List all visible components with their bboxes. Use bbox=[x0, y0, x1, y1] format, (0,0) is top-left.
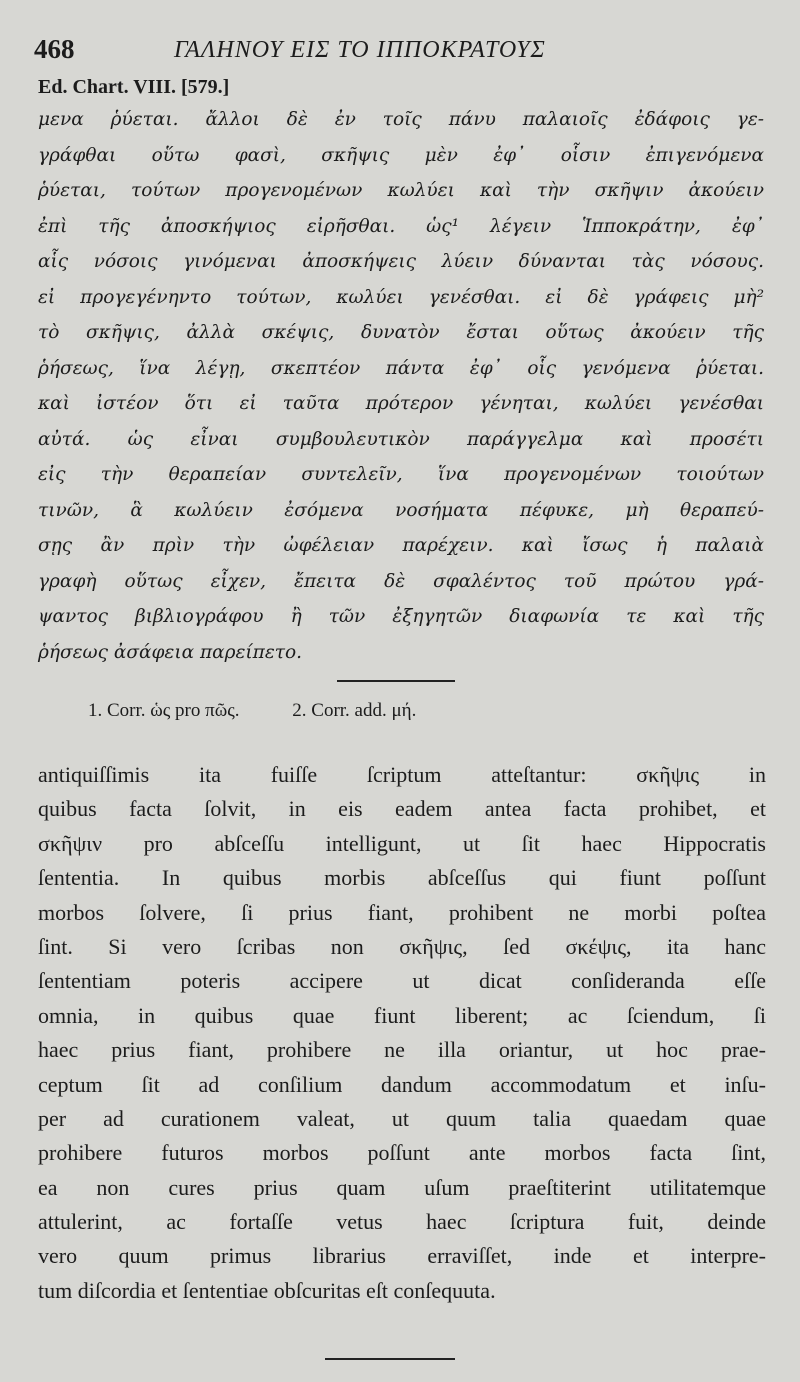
greek-line: τὸ σκῆψις, ἀλλὰ σκέψις, δυνατὸν ἔσται οὕτως ἀκούειν τῆς bbox=[38, 322, 764, 343]
greek-line: γράφθαι οὕτω φασὶ, σκῆψις μὲν ἐφ᾽ οἷσιν ἐπιγενόμενα bbox=[38, 144, 764, 166]
edition-reference: Ed. Chart. VIII. [579.] bbox=[38, 76, 230, 98]
footnotes bbox=[88, 700, 416, 722]
latin-line: σκῆψιν pro abſceſſu intelligunt, ut ſit haec Hippocratis bbox=[38, 830, 766, 856]
latin-line: antiquiſſimis ita fuiſſe ſcriptum atteſtantur: σκῆψις in bbox=[38, 762, 766, 787]
greek-line: ῥύεται, τούτων προγενομένων κωλύει καὶ τὴν σκῆψιν ἀκούειν bbox=[38, 180, 764, 201]
greek-line: σῃς ἂν πρὶν τὴν ὠφέλειαν παρέχειν. καὶ ἴσως ἡ παλαιὰ bbox=[38, 535, 764, 556]
latin-line: ſententiam poteris accipere ut dicat conſideranda eſſe bbox=[38, 968, 766, 994]
greek-line: εἰς τὴν θεραπείαν συντελεῖν, ἵνα προγενομένων τοιούτων bbox=[38, 464, 764, 485]
footnote-2: 2. Corr. add. μή. bbox=[292, 700, 417, 721]
greek-line: τινῶν, ἃ κωλύειν ἐσόμενα νοσήματα πέφυκε, μὴ θεραπεύ- bbox=[38, 499, 764, 521]
latin-line: ceptum ſit ad conſilium dandum accommodatum et inſu- bbox=[38, 1071, 766, 1097]
greek-line: ἐπὶ τῆς ἀποσκήψιος εἰρῆσθαι. ὡς¹ λέγειν Ἱπποκράτην, ἐφ᾽ bbox=[38, 215, 764, 237]
greek-line: καὶ ἰστέον ὅτι εἰ ταῦτα πρότερον γένηται, κωλύει γενέσθαι bbox=[38, 393, 764, 414]
latin-line: omnia, in quibus quae fiunt liberent; ac ſciendum, ſi bbox=[38, 1002, 766, 1028]
latin-line: morbos ſolvere, ſi prius fiant, prohibent ne morbi poſtea bbox=[38, 899, 766, 925]
greek-line: αὐτά. ὡς εἶναι συμβουλευτικὸν παράγγελμα καὶ προσέτι bbox=[38, 428, 764, 450]
latin-line: attulerint, ac fortaſſe vetus haec ſcriptura fuit, deinde bbox=[38, 1209, 766, 1235]
greek-line: ῥήσεως ἀσάφεια παρείπετο. bbox=[38, 641, 303, 663]
footnote-1: 1. Corr. ὡς pro πῶς. bbox=[88, 700, 240, 721]
page-number: 468 bbox=[34, 34, 75, 64]
greek-line: ῥήσεως, ἵνα λέγῃ, σκεπτέον πάντα ἐφ᾽ οἷς γενόμενα ῥύεται. bbox=[38, 357, 764, 379]
latin-line: ſint. Si vero ſcribas non σκῆψις, ſed σκέψις, ita hanc bbox=[38, 933, 766, 959]
greek-line: ψαντος βιβλιογράφου ἢ τῶν ἐξηγητῶν διαφωνία τε καὶ τῆς bbox=[38, 606, 764, 627]
latin-line: quibus facta ſolvit, in eis eadem antea facta prohibet, et bbox=[38, 796, 766, 822]
latin-line: per ad curationem valeat, ut quum talia quaedam quae bbox=[38, 1105, 766, 1131]
greek-commentary-text bbox=[38, 102, 764, 670]
footnote-divider bbox=[337, 680, 455, 682]
latin-line: ea non cures prius quam uſum praeſtiterint utilitatemque bbox=[38, 1174, 766, 1200]
latin-line: haec prius fiant, prohibere ne illa oriantur, ut hoc prae- bbox=[38, 1037, 766, 1063]
page-header bbox=[34, 34, 774, 74]
page-end-divider bbox=[325, 1358, 455, 1360]
greek-line: εἰ προγεγένηντο τούτων, κωλύει γενέσθαι. εἰ δὲ γράφεις μὴ² bbox=[38, 286, 764, 308]
latin-line: prohibere futuros morbos poſſunt ante morbos facta ſint, bbox=[38, 1140, 766, 1166]
greek-line: μενα ῥύεται. ἄλλοι δὲ ἐν τοῖς πάνυ παλαιοῖς ἐδάφοις γε- bbox=[38, 109, 764, 130]
latin-line: ſententia. In quibus morbis abſceſſus qui fiunt poſſunt bbox=[38, 865, 766, 891]
latin-line: tum diſcordia et ſententiae obſcuritas eſt conſequuta. bbox=[38, 1277, 496, 1303]
latin-translation-text bbox=[38, 758, 766, 1308]
running-title: ΓΑΛΗΝΟΥ ΕΙΣ ΤΟ ΙΠΠΟΚΡΑΤΟΥΣ bbox=[174, 37, 546, 63]
latin-line: vero quum primus librarius erraviſſet, inde et interpre- bbox=[38, 1243, 766, 1269]
greek-line: αἷς νόσοις γινόμεναι ἀποσκήψεις λύειν δύνανται τὰς νόσους. bbox=[38, 251, 764, 272]
greek-line: γραφὴ οὕτως εἶχεν, ἔπειτα δὲ σφαλέντος τοῦ πρώτου γρά- bbox=[38, 570, 764, 592]
